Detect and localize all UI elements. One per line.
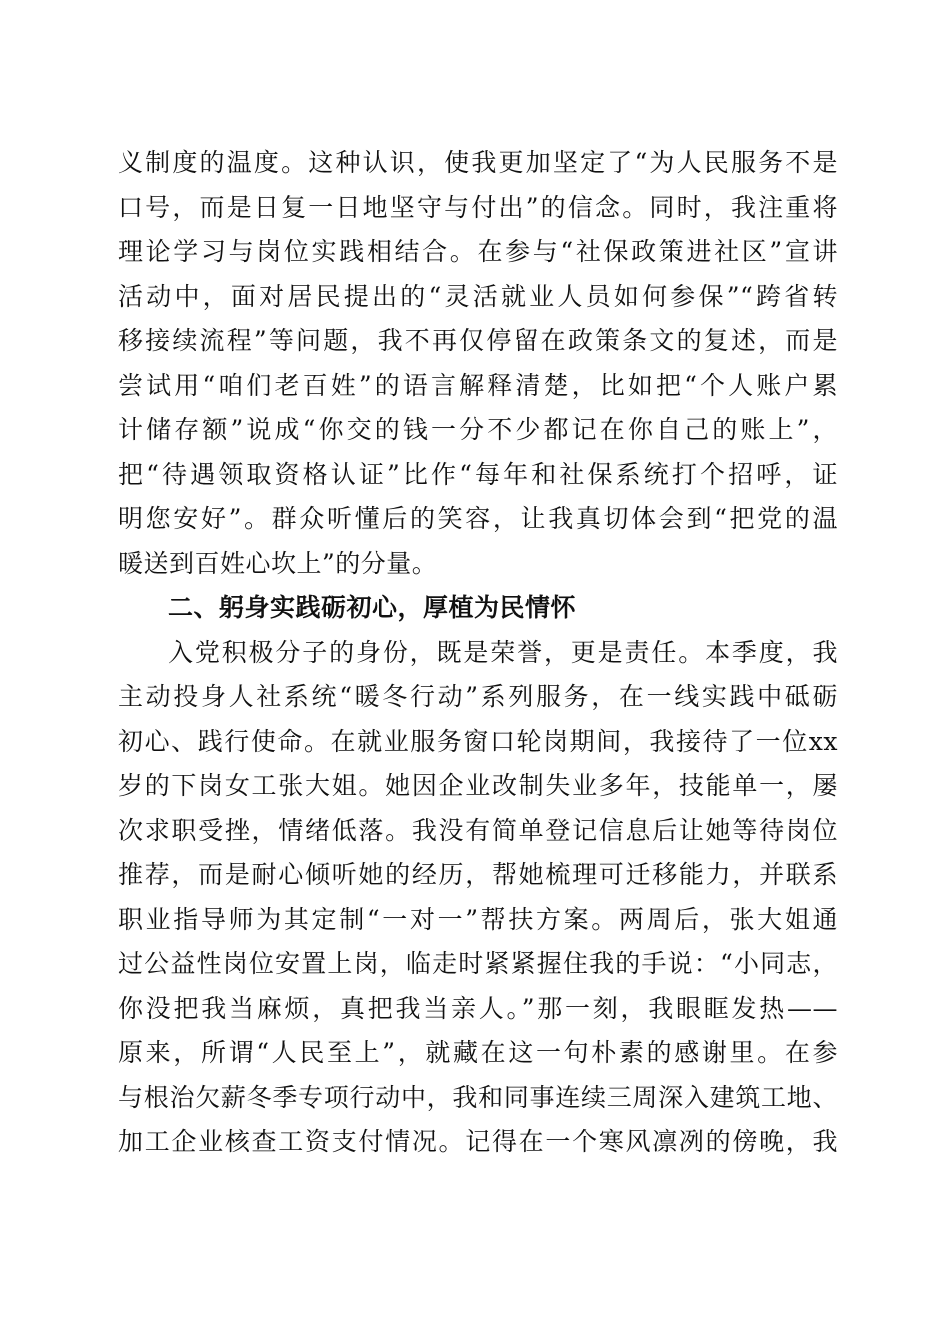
paragraph-2-line-3: 初心、践行使命。在就业服务窗口轮岗期间，我接待了一位xx — [118, 726, 838, 756]
paragraph-1-line-2: 口号，而是日复一日地坚守与付出”的信念。同时，我注重将 — [118, 192, 838, 222]
paragraph-2-line-10: 原来，所谓“人民至上”，就藏在这一句朴素的感谢里。在参 — [118, 1038, 838, 1067]
paragraph-2-line-11: 与根治欠薪冬季专项行动中，我和同事连续三周深入建筑工地、 — [118, 1082, 838, 1112]
paragraph-1-line-9: 明您安好”。群众听懂后的笑容，让我真切体会到“把党的温 — [118, 504, 838, 533]
paragraph-2-line-5: 次求职受挫，情绪低落。我没有简单登记信息后让她等待岗位 — [118, 815, 838, 845]
paragraph-2-line-4: 岁的下岗女工张大姐。她因企业改制失业多年，技能单一，屡 — [118, 771, 838, 800]
paragraph-1-line-1: 义制度的温度。这种认识，使我更加坚定了“为人民服务不是 — [118, 148, 838, 177]
document-body — [118, 141, 838, 1165]
paragraph-1-line-5: 移接续流程”等问题，我不再仅停留在政策条文的复述，而是 — [118, 326, 838, 355]
paragraph-2-line-8: 过公益性岗位安置上岗，临走时紧紧握住我的手说：“小同志， — [118, 949, 838, 978]
paragraph-2-line-7: 职业指导师为其定制“一对一”帮扶方案。两周后，张大姐通 — [118, 904, 838, 934]
paragraph-1-line-10: 暖送到百姓心坎上”的分量。 — [118, 548, 438, 578]
paragraph-1-line-3: 理论学习与岗位实践相结合。在参与“社保政策进社区”宣讲 — [118, 237, 838, 266]
paragraph-1-line-7: 计储存额”说成“你交的钱一分不少都记在你自己的账上”， — [118, 415, 838, 444]
paragraph-1-line-6: 尝试用“咱们老百姓”的语言解释清楚，比如把“个人账户累 — [118, 370, 838, 400]
paragraph-2-line-9: 你没把我当麻烦，真把我当亲人。”那一刻，我眼眶发热—— — [118, 993, 838, 1023]
section-heading: 二、躬身实践砺初心，厚植为民情怀 — [168, 593, 577, 622]
paragraph-2-line-6: 推荐，而是耐心倾听她的经历，帮她梳理可迁移能力，并联系 — [118, 860, 838, 889]
paragraph-2-line-2: 主动投身人社系统“暖冬行动”系列服务，在一线实践中砥砺 — [118, 682, 838, 711]
paragraph-2-line-1: 入党积极分子的身份，既是荣誉，更是责任。本季度，我 — [168, 637, 838, 667]
paragraph-1-line-8: 把“待遇领取资格认证”比作“每年和社保系统打个招呼，证 — [118, 459, 838, 489]
paragraph-2-line-12: 加工企业核查工资支付情况。记得在一个寒风凛冽的傍晚，我 — [118, 1127, 838, 1156]
paragraph-1-line-4: 活动中，面对居民提出的“灵活就业人员如何参保”“跨省转 — [118, 281, 838, 311]
